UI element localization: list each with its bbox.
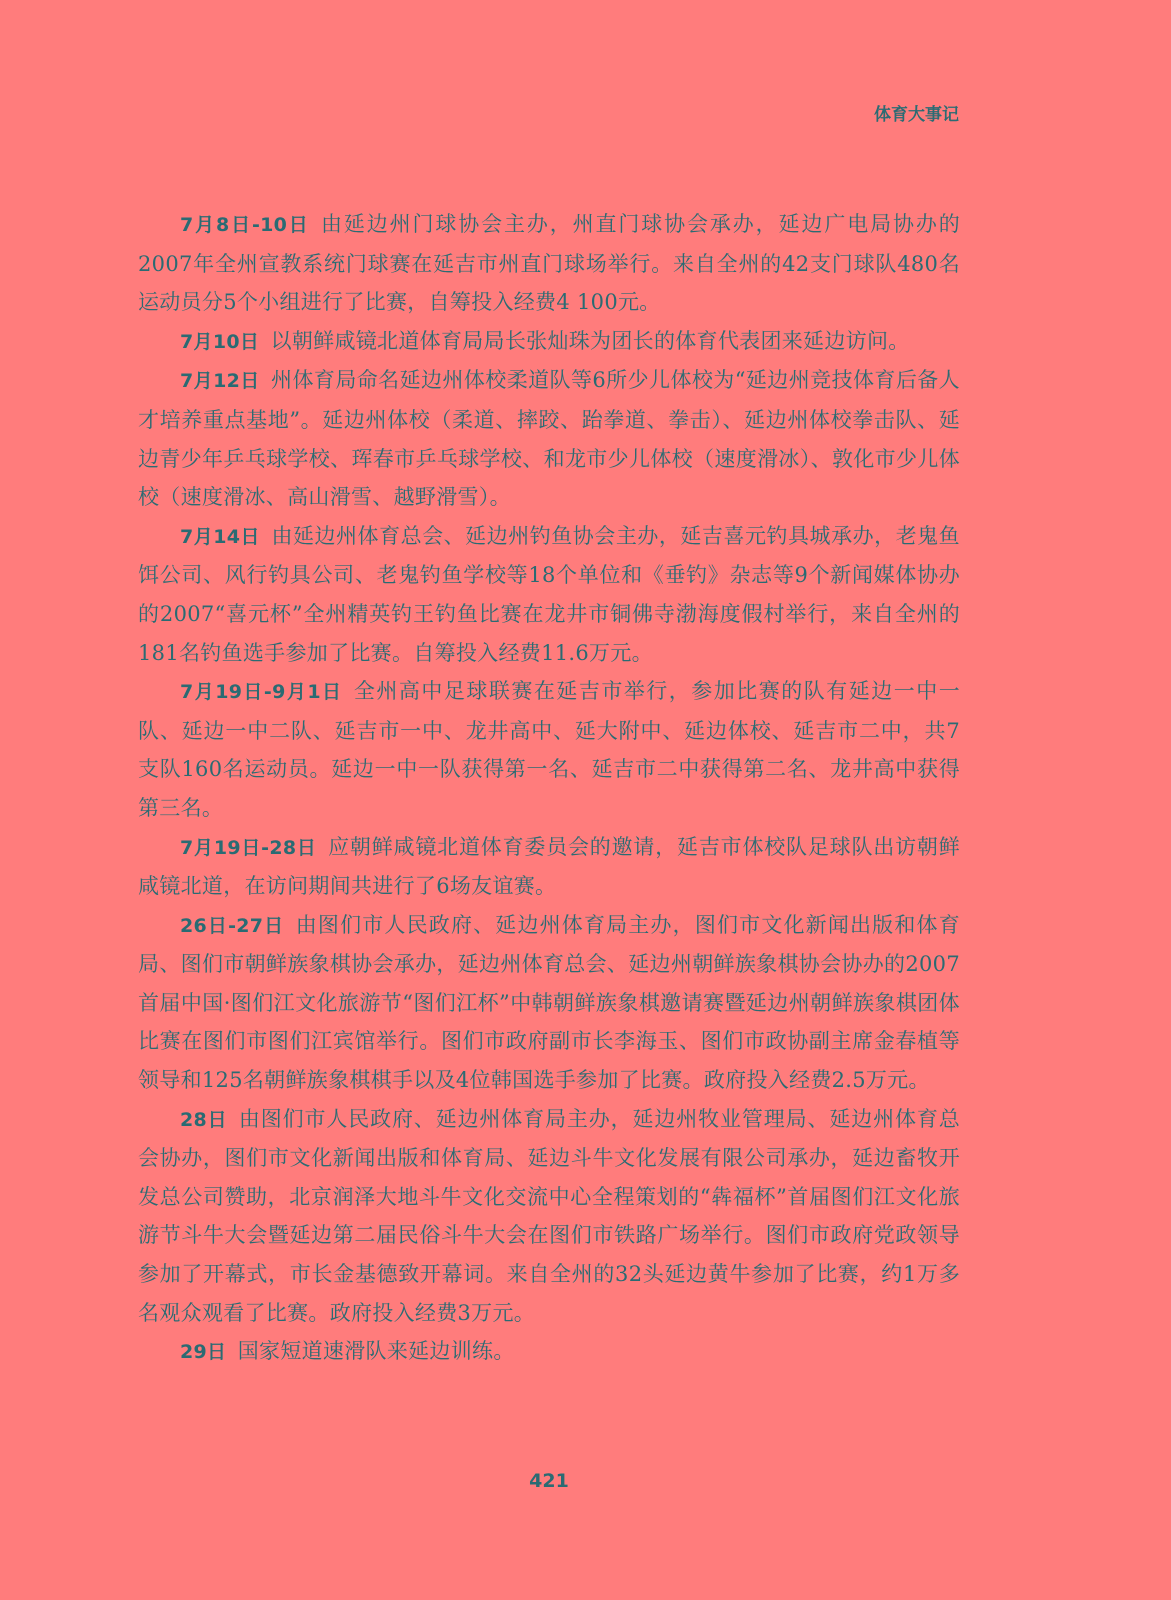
page-number: 421 <box>529 1470 569 1492</box>
entry-text: 由延边州门球协会主办，州直门球协会承办，延边广电局协办的2007年全州宣教系统门球赛在延吉市州直门球场举行。来自全州的42支门球队480名运动员分5个小组进行了比赛，自筹投入经费4 100元。 <box>138 212 960 315</box>
entry-text: 由延边州体育总会、延边州钓鱼协会主办，延吉喜元钓具城承办，老鬼鱼饵公司、风行钓具公司、老鬼钓鱼学校等18个单位和《垂钓》杂志等9个新闻媒体协办的2007“喜元杯”全州精英钓王钓鱼比赛在龙井市铜佛寺渤海度假村举行，来自全州的181名钓鱼选手参加了比赛。自筹投入经费11.6万元。 <box>138 523 960 665</box>
chronicle-entry <box>138 828 960 906</box>
chronicle-entry <box>138 205 960 322</box>
entry-date: 28日 <box>180 1108 228 1131</box>
chronicle-entry <box>138 322 960 362</box>
entry-text: 由图们市人民政府、延边州体育局主办，延边州牧业管理局、延边州体育总会协办，图们市文化新闻出版和体育局、延边斗牛文化发展有限公司承办，延边畜牧开发总公司赞助，北京润泽大地斗牛文化交流中心全程策划的“犇福杯”首届图们江文化旅游节斗牛大会暨延边第二届民俗斗牛大会在图们市铁路广场举行。图们市政府党政领导参加了开幕式，市长金基德致开幕词。来自全州的32头延边黄牛参加了比赛，约1万多名观众观看了比赛。政府投入经费3万元。 <box>138 1106 960 1325</box>
running-header: 体育大事记 <box>874 105 959 125</box>
entry-text: 全州高中足球联赛在延吉市举行，参加比赛的队有延边一中一队、延边一中二队、延吉市一中、龙井高中、延大附中、延边体校、延吉市二中，共7支队160名运动员。延边一中一队获得第一名、延吉市二中获得第二名、龙井高中获得第三名。 <box>138 679 960 820</box>
entry-text: 国家短道速滑队来延边训练。 <box>237 1339 515 1364</box>
entry-date: 29日 <box>180 1341 227 1364</box>
chronicle-entry <box>138 906 960 1100</box>
chronicle-entry <box>138 361 960 516</box>
entry-date: 7月8日-10日 <box>180 214 310 236</box>
entry-text: 应朝鲜咸镜北道体育委员会的邀请，延吉市体校队足球队出访朝鲜咸镜北道，在访问期间共进行了6场友谊赛。 <box>138 834 961 899</box>
chronicle-entry <box>138 1332 960 1372</box>
entry-date: 7月19日-9月1日 <box>180 681 343 704</box>
entry-text: 由图们市人民政府、延边州体育局主办，图们市文化新闻出版和体育局、图们市朝鲜族象棋协会承办，延边州体育总会、延边州朝鲜族象棋协会协办的2007首届中国·图们江文化旅游节“图们江杯”中韩朝鲜族象棋邀请赛暨延边州朝鲜族象棋团体比赛在图们市图们江宾馆举行。图们市政府副市长李海玉、图们市政协副主席金春植等领导和125名朝鲜族象棋棋手以及4位韩国选手参加了比赛。政府投入经费2.5万元。 <box>138 912 960 1093</box>
entry-date: 7月12日 <box>180 370 260 393</box>
entry-text: 以朝鲜咸镜北道体育局局长张灿珠为团长的体育代表团来延边访问。 <box>270 328 910 353</box>
entry-date: 7月19日-28日 <box>180 836 317 859</box>
entry-date: 26日-27日 <box>180 914 285 937</box>
chronicle-entry <box>138 1100 960 1333</box>
entry-date: 7月14日 <box>180 525 261 548</box>
chronicle-entry <box>138 672 960 827</box>
entry-text: 州体育局命名延边州体校柔道队等6所少儿体校为“延边州竞技体育后备人才培养重点基地”。延边州体校（柔道、摔跤、跆拳道、拳击）、延边州体校拳击队、延边青少年乒乓球学校、珲春市乒乓球学校、和龙市少儿体校（速度滑冰）、敦化市少儿体校（速度滑冰、高山滑雪、越野滑雪）。 <box>138 368 960 510</box>
chronicle-body <box>138 205 960 1372</box>
chronicle-entry <box>138 517 960 672</box>
entry-date: 7月10日 <box>180 330 260 353</box>
